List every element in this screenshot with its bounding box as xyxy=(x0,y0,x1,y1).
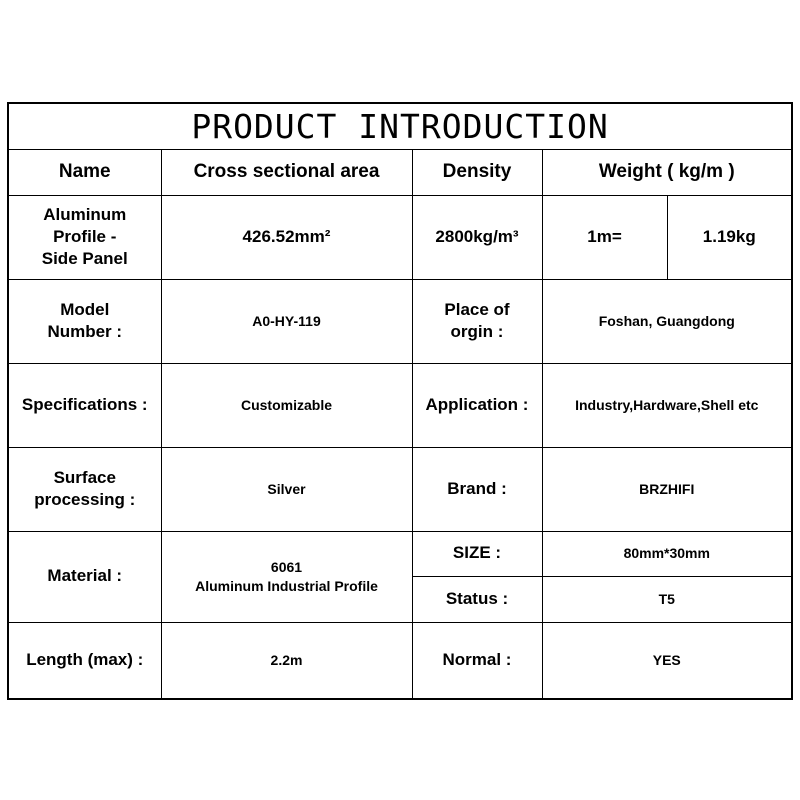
product-row xyxy=(8,195,792,279)
status-value: T5 xyxy=(542,576,792,622)
header-density: Density xyxy=(412,149,542,195)
brand-label: Brand : xyxy=(412,447,542,531)
specifications-row xyxy=(8,363,792,447)
specifications-label: Specifications : xyxy=(8,363,161,447)
specifications-value: Customizable xyxy=(161,363,412,447)
material-value xyxy=(161,531,412,622)
model-number-value: A0-HY-119 xyxy=(161,279,412,363)
model-number-label xyxy=(8,279,161,363)
header-weight: Weight ( kg/m ) xyxy=(542,149,792,195)
application-label: Application : xyxy=(412,363,542,447)
surface-row xyxy=(8,447,792,531)
model-number-label-line: Number : xyxy=(47,322,123,341)
application-value: Industry,Hardware,Shell etc xyxy=(542,363,792,447)
place-of-origin-label xyxy=(412,279,542,363)
size-label: SIZE : xyxy=(412,531,542,576)
length-value: 2.2m xyxy=(161,622,412,699)
product-spec-table xyxy=(7,102,793,700)
surface-processing-label xyxy=(8,447,161,531)
place-of-origin-value: Foshan, Guangdong xyxy=(542,279,792,363)
cross-sectional-area-value: 426.52mm² xyxy=(161,195,412,279)
model-number-label-line: Model xyxy=(60,299,110,319)
surface-processing-value: Silver xyxy=(161,447,412,531)
product-name-line: Side Panel xyxy=(41,249,128,269)
model-row xyxy=(8,279,792,363)
material-label: Material : xyxy=(8,531,161,622)
place-of-origin-label-line: Place of xyxy=(444,299,510,319)
header-cross-sectional-area: Cross sectional area xyxy=(161,149,412,195)
product-name-line: Profile - xyxy=(53,226,117,246)
weight-value: 1.19kg xyxy=(667,195,792,279)
status-label: Status : xyxy=(412,576,542,622)
size-value: 80mm*30mm xyxy=(542,531,792,576)
product-name-cell xyxy=(8,195,161,279)
place-of-origin-label-line: orgin : xyxy=(450,322,504,341)
density-value: 2800kg/m³ xyxy=(412,195,542,279)
normal-value: YES xyxy=(542,622,792,699)
page-title: PRODUCT INTRODUCTION xyxy=(8,103,792,149)
material-value-line: Aluminum Industrial Profile xyxy=(195,577,378,594)
header-row xyxy=(8,149,792,195)
weight-label: 1m= xyxy=(542,195,667,279)
title-row xyxy=(8,103,792,149)
material-value-line: 6061 xyxy=(270,559,303,576)
brand-value: BRZHIFI xyxy=(542,447,792,531)
length-label: Length (max) : xyxy=(8,622,161,699)
product-name-line: Aluminum xyxy=(43,204,127,224)
surface-processing-label-line: processing : xyxy=(34,490,136,509)
surface-processing-label-line: Surface xyxy=(53,467,116,487)
length-row xyxy=(8,622,792,699)
material-row xyxy=(8,531,792,576)
normal-label: Normal : xyxy=(412,622,542,699)
header-name: Name xyxy=(8,149,161,195)
